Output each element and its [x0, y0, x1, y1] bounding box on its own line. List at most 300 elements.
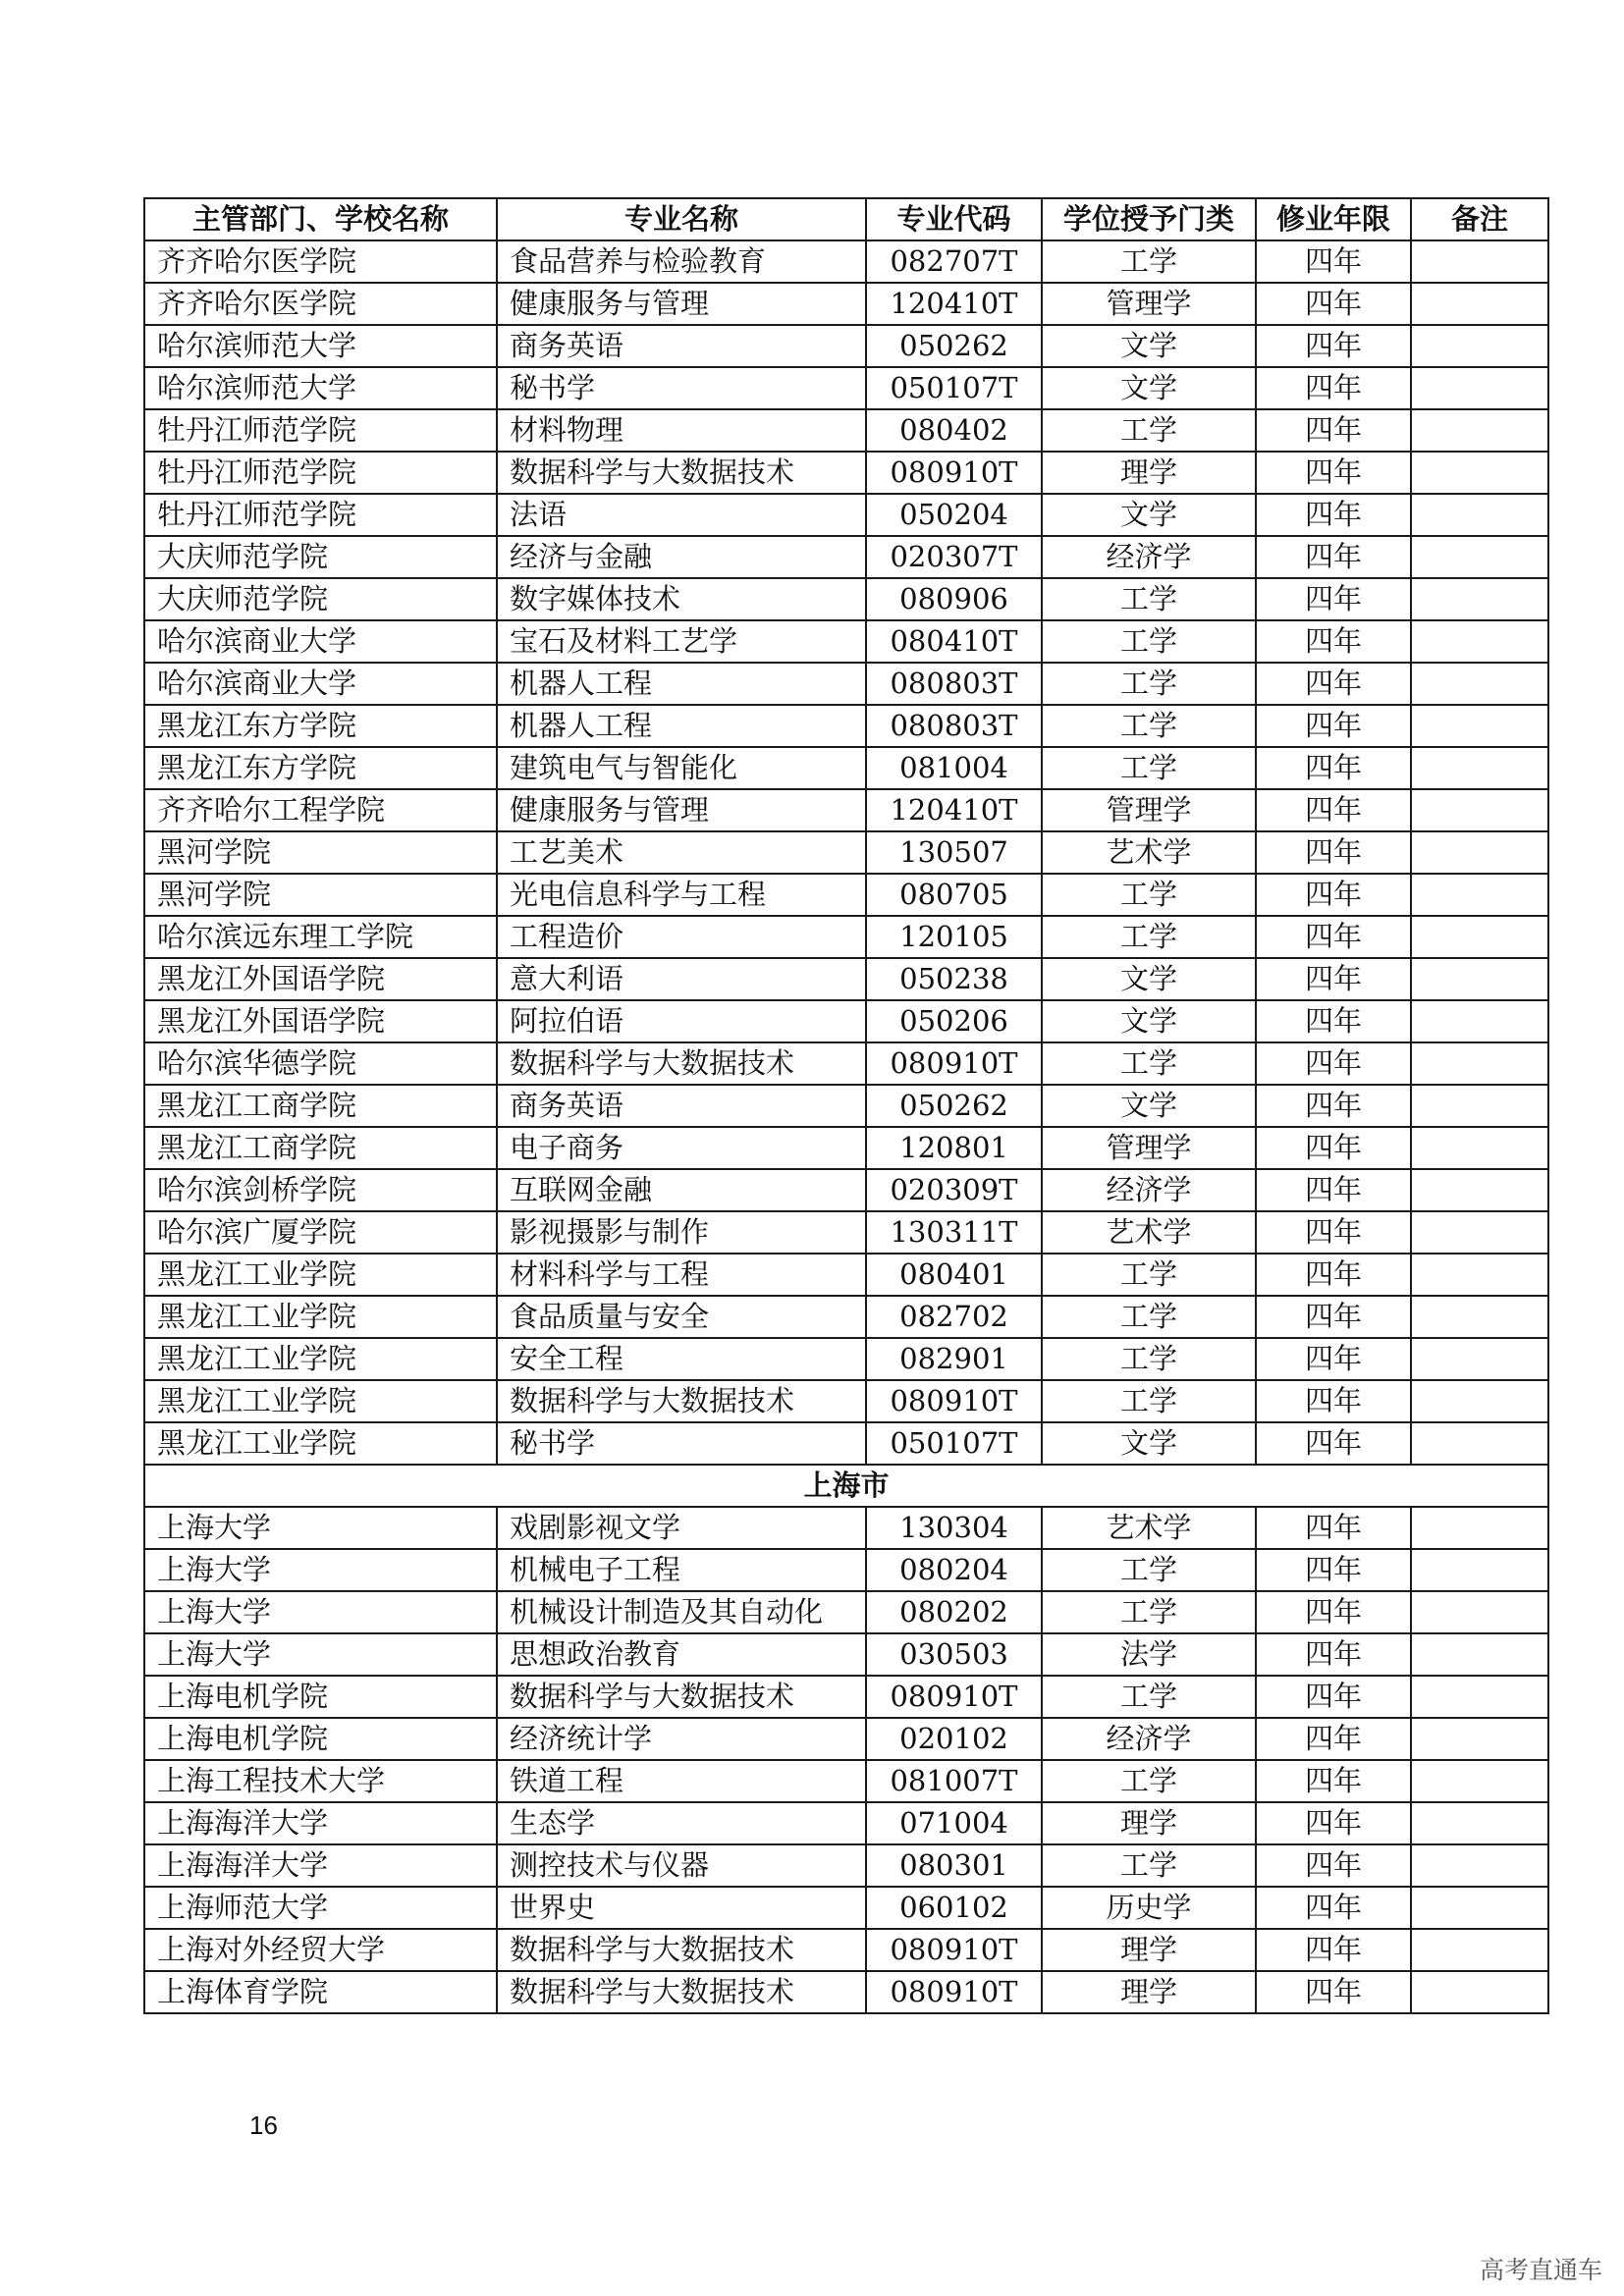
cell-duration: 四年: [1256, 1718, 1411, 1760]
cell-duration: 四年: [1256, 916, 1411, 958]
table-row: [144, 1676, 1548, 1718]
cell-duration: 四年: [1256, 1042, 1411, 1085]
cell-degree: 文学: [1042, 958, 1256, 1000]
cell-school: 齐齐哈尔工程学院: [144, 789, 497, 831]
cell-school: 上海师范大学: [144, 1887, 497, 1929]
header-notes: 备注: [1411, 198, 1548, 240]
cell-notes: [1411, 1802, 1548, 1844]
cell-code: 020307T: [866, 536, 1042, 578]
table-row: [144, 1591, 1548, 1633]
cell-school: 牡丹江师范学院: [144, 409, 497, 452]
cell-code: 050107T: [866, 1422, 1042, 1465]
cell-degree: 工学: [1042, 1760, 1256, 1802]
cell-notes: [1411, 1169, 1548, 1211]
cell-duration: 四年: [1256, 494, 1411, 536]
table-row: [144, 325, 1548, 367]
cell-major: 测控技术与仪器: [497, 1844, 866, 1887]
cell-school: 黑河学院: [144, 831, 497, 874]
cell-school: 上海大学: [144, 1549, 497, 1591]
cell-degree: 工学: [1042, 409, 1256, 452]
table-row: [144, 1422, 1548, 1465]
cell-degree: 工学: [1042, 1676, 1256, 1718]
cell-degree: 管理学: [1042, 283, 1256, 325]
cell-notes: [1411, 578, 1548, 620]
table-row: [144, 1549, 1548, 1591]
cell-degree: 经济学: [1042, 1169, 1256, 1211]
cell-code: 080204: [866, 1549, 1042, 1591]
cell-duration: 四年: [1256, 1549, 1411, 1591]
cell-duration: 四年: [1256, 1169, 1411, 1211]
cell-notes: [1411, 1887, 1548, 1929]
cell-code: 081007T: [866, 1760, 1042, 1802]
table-row: [144, 663, 1548, 705]
table-row: [144, 1211, 1548, 1254]
cell-duration: 四年: [1256, 1760, 1411, 1802]
cell-major: 铁道工程: [497, 1760, 866, 1802]
cell-code: 080910T: [866, 1042, 1042, 1085]
cell-code: 082707T: [866, 240, 1042, 283]
header-duration: 修业年限: [1256, 198, 1411, 240]
cell-code: 080910T: [866, 1676, 1042, 1718]
cell-code: 050204: [866, 494, 1042, 536]
cell-major: 机器人工程: [497, 705, 866, 747]
cell-duration: 四年: [1256, 240, 1411, 283]
cell-degree: 管理学: [1042, 789, 1256, 831]
cell-code: 050262: [866, 325, 1042, 367]
cell-major: 影视摄影与制作: [497, 1211, 866, 1254]
table-row: [144, 452, 1548, 494]
cell-major: 数字媒体技术: [497, 578, 866, 620]
cell-code: 080202: [866, 1591, 1042, 1633]
cell-duration: 四年: [1256, 1633, 1411, 1676]
cell-code: 080910T: [866, 1971, 1042, 2013]
cell-duration: 四年: [1256, 1844, 1411, 1887]
cell-school: 大庆师范学院: [144, 536, 497, 578]
cell-school: 上海工程技术大学: [144, 1760, 497, 1802]
cell-code: 050238: [866, 958, 1042, 1000]
cell-duration: 四年: [1256, 1254, 1411, 1296]
table-row: [144, 1844, 1548, 1887]
cell-code: 060102: [866, 1887, 1042, 1929]
cell-degree: 理学: [1042, 1929, 1256, 1971]
header-school: 主管部门、学校名称: [144, 198, 497, 240]
cell-major: 食品营养与检验教育: [497, 240, 866, 283]
cell-major: 材料科学与工程: [497, 1254, 866, 1296]
cell-degree: 历史学: [1042, 1887, 1256, 1929]
cell-school: 黑龙江外国语学院: [144, 1000, 497, 1042]
cell-major: 数据科学与大数据技术: [497, 1676, 866, 1718]
table-row: [144, 494, 1548, 536]
cell-code: 080401: [866, 1254, 1042, 1296]
cell-degree: 理学: [1042, 1802, 1256, 1844]
cell-code: 020102: [866, 1718, 1042, 1760]
cell-major: 生态学: [497, 1802, 866, 1844]
cell-degree: 经济学: [1042, 536, 1256, 578]
cell-school: 黑河学院: [144, 874, 497, 916]
cell-code: 080803T: [866, 663, 1042, 705]
cell-notes: [1411, 494, 1548, 536]
cell-major: 宝石及材料工艺学: [497, 620, 866, 663]
cell-school: 上海大学: [144, 1633, 497, 1676]
table-row: [144, 240, 1548, 283]
cell-major: 机械设计制造及其自动化: [497, 1591, 866, 1633]
cell-school: 上海体育学院: [144, 1971, 497, 2013]
cell-degree: 文学: [1042, 325, 1256, 367]
watermark: 高考直通车: [1479, 2256, 1602, 2284]
cell-degree: 文学: [1042, 494, 1256, 536]
table-row: [144, 1085, 1548, 1127]
cell-major: 经济与金融: [497, 536, 866, 578]
cell-notes: [1411, 789, 1548, 831]
cell-degree: 工学: [1042, 1844, 1256, 1887]
cell-school: 齐齐哈尔医学院: [144, 240, 497, 283]
table-row: [144, 1169, 1548, 1211]
cell-code: 080906: [866, 578, 1042, 620]
cell-major: 数据科学与大数据技术: [497, 452, 866, 494]
cell-school: 哈尔滨剑桥学院: [144, 1169, 497, 1211]
cell-duration: 四年: [1256, 367, 1411, 409]
cell-duration: 四年: [1256, 536, 1411, 578]
cell-degree: 经济学: [1042, 1718, 1256, 1760]
cell-code: 030503: [866, 1633, 1042, 1676]
cell-notes: [1411, 1422, 1548, 1465]
cell-duration: 四年: [1256, 958, 1411, 1000]
cell-degree: 工学: [1042, 663, 1256, 705]
cell-major: 数据科学与大数据技术: [497, 1929, 866, 1971]
cell-degree: 工学: [1042, 578, 1256, 620]
cell-notes: [1411, 1929, 1548, 1971]
page-number: 16: [249, 2110, 278, 2140]
cell-code: 071004: [866, 1802, 1042, 1844]
cell-notes: [1411, 874, 1548, 916]
header-major: 专业名称: [497, 198, 866, 240]
cell-duration: 四年: [1256, 1929, 1411, 1971]
cell-notes: [1411, 1591, 1548, 1633]
cell-notes: [1411, 240, 1548, 283]
table-row: [144, 283, 1548, 325]
cell-major: 数据科学与大数据技术: [497, 1042, 866, 1085]
cell-degree: 艺术学: [1042, 1211, 1256, 1254]
cell-degree: 工学: [1042, 240, 1256, 283]
cell-degree: 工学: [1042, 1549, 1256, 1591]
cell-duration: 四年: [1256, 325, 1411, 367]
cell-degree: 工学: [1042, 916, 1256, 958]
table-row: [144, 874, 1548, 916]
cell-major: 机械电子工程: [497, 1549, 866, 1591]
table-row: [144, 1929, 1548, 1971]
cell-duration: 四年: [1256, 1085, 1411, 1127]
cell-degree: 艺术学: [1042, 831, 1256, 874]
cell-code: 050107T: [866, 367, 1042, 409]
cell-duration: 四年: [1256, 789, 1411, 831]
cell-notes: [1411, 663, 1548, 705]
cell-degree: 文学: [1042, 1422, 1256, 1465]
cell-code: 082702: [866, 1296, 1042, 1338]
cell-school: 大庆师范学院: [144, 578, 497, 620]
table-row: [144, 916, 1548, 958]
cell-school: 上海对外经贸大学: [144, 1929, 497, 1971]
cell-school: 齐齐哈尔医学院: [144, 283, 497, 325]
cell-school: 黑龙江工商学院: [144, 1085, 497, 1127]
cell-duration: 四年: [1256, 1422, 1411, 1465]
cell-notes: [1411, 536, 1548, 578]
table-row: [144, 1042, 1548, 1085]
table-row: [144, 705, 1548, 747]
cell-code: 120801: [866, 1127, 1042, 1169]
table-row: [144, 1254, 1548, 1296]
cell-code: 080301: [866, 1844, 1042, 1887]
cell-notes: [1411, 1211, 1548, 1254]
cell-major: 食品质量与安全: [497, 1296, 866, 1338]
table-row: [144, 1296, 1548, 1338]
cell-notes: [1411, 1127, 1548, 1169]
table-row: [144, 958, 1548, 1000]
cell-notes: [1411, 1718, 1548, 1760]
table-row: [144, 1887, 1548, 1929]
cell-duration: 四年: [1256, 1380, 1411, 1422]
cell-major: 机器人工程: [497, 663, 866, 705]
cell-code: 020309T: [866, 1169, 1042, 1211]
cell-major: 秘书学: [497, 1422, 866, 1465]
cell-duration: 四年: [1256, 283, 1411, 325]
cell-notes: [1411, 1000, 1548, 1042]
cell-school: 黑龙江东方学院: [144, 705, 497, 747]
cell-school: 上海海洋大学: [144, 1802, 497, 1844]
cell-duration: 四年: [1256, 1676, 1411, 1718]
section-heading-row: [144, 1465, 1548, 1507]
cell-code: 080402: [866, 409, 1042, 452]
table-row: [144, 1802, 1548, 1844]
cell-duration: 四年: [1256, 874, 1411, 916]
cell-school: 哈尔滨师范大学: [144, 367, 497, 409]
cell-major: 健康服务与管理: [497, 789, 866, 831]
cell-school: 上海电机学院: [144, 1718, 497, 1760]
cell-degree: 文学: [1042, 1085, 1256, 1127]
cell-notes: [1411, 958, 1548, 1000]
cell-major: 意大利语: [497, 958, 866, 1000]
cell-school: 黑龙江外国语学院: [144, 958, 497, 1000]
table-row: [144, 1760, 1548, 1802]
cell-duration: 四年: [1256, 705, 1411, 747]
cell-school: 哈尔滨师范大学: [144, 325, 497, 367]
cell-school: 黑龙江工业学院: [144, 1338, 497, 1380]
table-row: [144, 1000, 1548, 1042]
cell-duration: 四年: [1256, 452, 1411, 494]
cell-school: 哈尔滨广厦学院: [144, 1211, 497, 1254]
cell-degree: 理学: [1042, 452, 1256, 494]
cell-school: 黑龙江东方学院: [144, 747, 497, 789]
cell-school: 哈尔滨商业大学: [144, 663, 497, 705]
table-row: [144, 1338, 1548, 1380]
cell-major: 秘书学: [497, 367, 866, 409]
cell-degree: 法学: [1042, 1633, 1256, 1676]
cell-school: 上海电机学院: [144, 1676, 497, 1718]
cell-code: 120105: [866, 916, 1042, 958]
cell-major: 商务英语: [497, 1085, 866, 1127]
cell-code: 080803T: [866, 705, 1042, 747]
cell-code: 080910T: [866, 1380, 1042, 1422]
cell-degree: 工学: [1042, 874, 1256, 916]
cell-notes: [1411, 831, 1548, 874]
cell-notes: [1411, 283, 1548, 325]
cell-notes: [1411, 1844, 1548, 1887]
cell-major: 世界史: [497, 1887, 866, 1929]
cell-duration: 四年: [1256, 1887, 1411, 1929]
table-row: [144, 620, 1548, 663]
cell-major: 电子商务: [497, 1127, 866, 1169]
table-row: [144, 747, 1548, 789]
table-body: [144, 240, 1548, 2013]
cell-major: 安全工程: [497, 1338, 866, 1380]
cell-school: 黑龙江工业学院: [144, 1380, 497, 1422]
cell-notes: [1411, 1549, 1548, 1591]
table-header-row: [144, 198, 1548, 240]
cell-duration: 四年: [1256, 747, 1411, 789]
cell-code: 081004: [866, 747, 1042, 789]
cell-degree: 文学: [1042, 1000, 1256, 1042]
cell-duration: 四年: [1256, 1127, 1411, 1169]
cell-major: 材料物理: [497, 409, 866, 452]
table-row: [144, 578, 1548, 620]
cell-degree: 艺术学: [1042, 1507, 1256, 1549]
cell-major: 戏剧影视文学: [497, 1507, 866, 1549]
cell-degree: 工学: [1042, 747, 1256, 789]
table-row: [144, 367, 1548, 409]
cell-notes: [1411, 705, 1548, 747]
cell-code: 080910T: [866, 1929, 1042, 1971]
cell-duration: 四年: [1256, 578, 1411, 620]
cell-notes: [1411, 1085, 1548, 1127]
table-row: [144, 1380, 1548, 1422]
cell-school: 哈尔滨商业大学: [144, 620, 497, 663]
cell-major: 阿拉伯语: [497, 1000, 866, 1042]
cell-notes: [1411, 1338, 1548, 1380]
cell-school: 黑龙江工业学院: [144, 1254, 497, 1296]
cell-notes: [1411, 1254, 1548, 1296]
cell-major: 工艺美术: [497, 831, 866, 874]
section-heading: 上海市: [144, 1465, 1548, 1507]
cell-degree: 工学: [1042, 620, 1256, 663]
table-row: [144, 1718, 1548, 1760]
cell-major: 光电信息科学与工程: [497, 874, 866, 916]
cell-major: 法语: [497, 494, 866, 536]
cell-school: 黑龙江工商学院: [144, 1127, 497, 1169]
cell-school: 上海大学: [144, 1507, 497, 1549]
cell-code: 082901: [866, 1338, 1042, 1380]
cell-school: 黑龙江工业学院: [144, 1296, 497, 1338]
cell-degree: 工学: [1042, 1042, 1256, 1085]
cell-degree: 工学: [1042, 705, 1256, 747]
cell-code: 080410T: [866, 620, 1042, 663]
cell-degree: 工学: [1042, 1296, 1256, 1338]
table-row: [144, 1633, 1548, 1676]
cell-code: 130311T: [866, 1211, 1042, 1254]
cell-major: 思想政治教育: [497, 1633, 866, 1676]
cell-notes: [1411, 1507, 1548, 1549]
table-row: [144, 831, 1548, 874]
table-row: [144, 536, 1548, 578]
cell-degree: 工学: [1042, 1591, 1256, 1633]
cell-code: 130304: [866, 1507, 1042, 1549]
cell-notes: [1411, 409, 1548, 452]
cell-major: 数据科学与大数据技术: [497, 1380, 866, 1422]
cell-code: 080705: [866, 874, 1042, 916]
cell-school: 上海海洋大学: [144, 1844, 497, 1887]
cell-degree: 理学: [1042, 1971, 1256, 2013]
cell-duration: 四年: [1256, 620, 1411, 663]
cell-degree: 文学: [1042, 367, 1256, 409]
cell-code: 120410T: [866, 789, 1042, 831]
cell-duration: 四年: [1256, 1802, 1411, 1844]
cell-notes: [1411, 367, 1548, 409]
cell-code: 080910T: [866, 452, 1042, 494]
cell-major: 工程造价: [497, 916, 866, 958]
cell-notes: [1411, 1760, 1548, 1802]
cell-duration: 四年: [1256, 1338, 1411, 1380]
cell-duration: 四年: [1256, 1507, 1411, 1549]
cell-major: 健康服务与管理: [497, 283, 866, 325]
cell-school: 哈尔滨远东理工学院: [144, 916, 497, 958]
cell-notes: [1411, 325, 1548, 367]
table-row: [144, 409, 1548, 452]
table-row: [144, 1971, 1548, 2013]
table-row: [144, 1507, 1548, 1549]
cell-duration: 四年: [1256, 831, 1411, 874]
cell-notes: [1411, 1971, 1548, 2013]
cell-notes: [1411, 1676, 1548, 1718]
cell-notes: [1411, 1633, 1548, 1676]
cell-notes: [1411, 452, 1548, 494]
cell-notes: [1411, 1296, 1548, 1338]
cell-school: 牡丹江师范学院: [144, 494, 497, 536]
cell-major: 互联网金融: [497, 1169, 866, 1211]
cell-code: 120410T: [866, 283, 1042, 325]
cell-code: 130507: [866, 831, 1042, 874]
cell-major: 经济统计学: [497, 1718, 866, 1760]
cell-degree: 工学: [1042, 1254, 1256, 1296]
cell-duration: 四年: [1256, 1591, 1411, 1633]
cell-notes: [1411, 916, 1548, 958]
table-row: [144, 1127, 1548, 1169]
cell-major: 商务英语: [497, 325, 866, 367]
cell-notes: [1411, 1042, 1548, 1085]
cell-school: 哈尔滨华德学院: [144, 1042, 497, 1085]
cell-duration: 四年: [1256, 1971, 1411, 2013]
majors-table: [143, 197, 1549, 2014]
header-degree: 学位授予门类: [1042, 198, 1256, 240]
cell-duration: 四年: [1256, 1296, 1411, 1338]
cell-major: 数据科学与大数据技术: [497, 1971, 866, 2013]
cell-major: 建筑电气与智能化: [497, 747, 866, 789]
cell-code: 050206: [866, 1000, 1042, 1042]
cell-school: 黑龙江工业学院: [144, 1422, 497, 1465]
cell-degree: 工学: [1042, 1380, 1256, 1422]
cell-code: 050262: [866, 1085, 1042, 1127]
cell-duration: 四年: [1256, 409, 1411, 452]
cell-duration: 四年: [1256, 1211, 1411, 1254]
cell-notes: [1411, 1380, 1548, 1422]
cell-school: 牡丹江师范学院: [144, 452, 497, 494]
cell-duration: 四年: [1256, 663, 1411, 705]
table-row: [144, 789, 1548, 831]
header-code: 专业代码: [866, 198, 1042, 240]
cell-notes: [1411, 620, 1548, 663]
cell-degree: 管理学: [1042, 1127, 1256, 1169]
cell-degree: 工学: [1042, 1338, 1256, 1380]
cell-school: 上海大学: [144, 1591, 497, 1633]
cell-notes: [1411, 747, 1548, 789]
cell-duration: 四年: [1256, 1000, 1411, 1042]
